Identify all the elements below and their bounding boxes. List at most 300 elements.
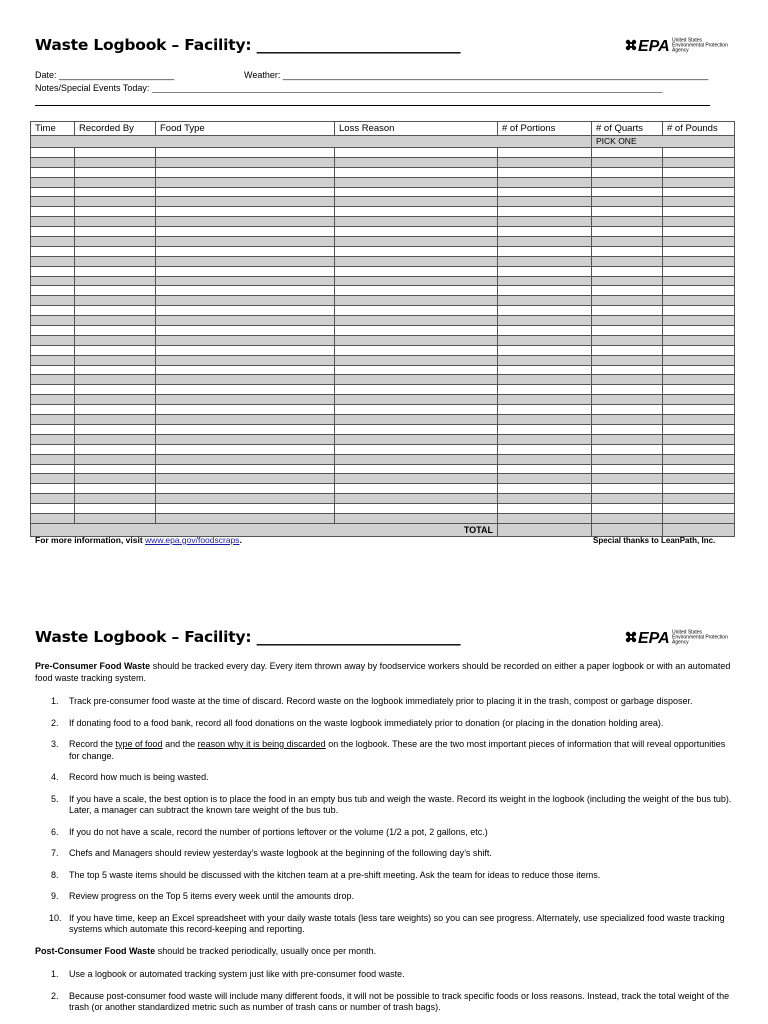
table-cell[interactable]: [156, 266, 335, 276]
table-cell[interactable]: [592, 385, 663, 395]
table-cell[interactable]: [663, 266, 735, 276]
table-cell[interactable]: [75, 474, 156, 484]
table-cell[interactable]: [663, 256, 735, 266]
table-cell[interactable]: [663, 345, 735, 355]
table-cell[interactable]: [75, 454, 156, 464]
table-cell[interactable]: [31, 504, 75, 514]
table-cell[interactable]: [75, 345, 156, 355]
table-cell[interactable]: [335, 266, 498, 276]
pick-one-label: PICK ONE: [592, 136, 735, 148]
item-number: 2.: [51, 990, 59, 1001]
table-cell[interactable]: [335, 227, 498, 237]
table-cell[interactable]: [75, 444, 156, 454]
total-cell[interactable]: [498, 523, 592, 536]
table-cell[interactable]: [498, 207, 592, 217]
table-cell[interactable]: [335, 395, 498, 405]
type-of-food-text: type of food: [115, 739, 163, 749]
table-cell[interactable]: [335, 276, 498, 286]
table-cell[interactable]: [75, 177, 156, 187]
table-cell[interactable]: [335, 207, 498, 217]
col-pounds: # of Pounds: [663, 122, 735, 136]
table-cell[interactable]: [75, 276, 156, 286]
table-cell[interactable]: [663, 167, 735, 177]
table-cell[interactable]: [498, 335, 592, 345]
table-cell[interactable]: [335, 484, 498, 494]
table-cell[interactable]: [335, 405, 498, 415]
table-cell[interactable]: [31, 494, 75, 504]
table-cell[interactable]: [663, 306, 735, 316]
table-cell[interactable]: [31, 335, 75, 345]
table-cell[interactable]: [663, 227, 735, 237]
table-cell[interactable]: [75, 237, 156, 247]
table-cell[interactable]: [498, 365, 592, 375]
table-cell[interactable]: [31, 276, 75, 286]
table-cell[interactable]: [75, 316, 156, 326]
table-row: [31, 148, 735, 158]
table-cell[interactable]: [31, 415, 75, 425]
table-cell[interactable]: [75, 187, 156, 197]
table-cell[interactable]: [335, 167, 498, 177]
table-cell[interactable]: [156, 246, 335, 256]
table-cell[interactable]: [156, 345, 335, 355]
table-cell[interactable]: [498, 217, 592, 227]
table-cell[interactable]: [75, 434, 156, 444]
table-cell[interactable]: [592, 316, 663, 326]
table-cell[interactable]: [498, 355, 592, 365]
table-cell[interactable]: [335, 256, 498, 266]
table-row: [31, 415, 735, 425]
more-info-prefix: For more information, visit: [35, 535, 146, 545]
table-cell[interactable]: [592, 326, 663, 336]
table-cell[interactable]: [75, 494, 156, 504]
table-cell[interactable]: [156, 276, 335, 286]
table-cell[interactable]: [663, 207, 735, 217]
table-cell[interactable]: [592, 494, 663, 504]
table-cell[interactable]: [31, 434, 75, 444]
table-cell[interactable]: [498, 474, 592, 484]
table-cell[interactable]: [592, 296, 663, 306]
table-cell[interactable]: [592, 256, 663, 266]
table-cell[interactable]: [156, 405, 335, 415]
table-cell[interactable]: [498, 256, 592, 266]
table-cell[interactable]: [663, 484, 735, 494]
table-row: [31, 365, 735, 375]
table-cell[interactable]: [335, 217, 498, 227]
table-cell[interactable]: [498, 296, 592, 306]
table-cell[interactable]: [335, 504, 498, 514]
table-cell[interactable]: [663, 405, 735, 415]
table-cell[interactable]: [156, 484, 335, 494]
table-cell[interactable]: [592, 504, 663, 514]
page-title-2: Waste Logbook – Facility: ___________________________: [35, 628, 461, 646]
table-cell[interactable]: [663, 276, 735, 286]
table-cell[interactable]: [335, 385, 498, 395]
table-cell[interactable]: [156, 454, 335, 464]
table-cell[interactable]: [592, 187, 663, 197]
instructions-page: [0, 600, 768, 1024]
table-cell[interactable]: [592, 395, 663, 405]
table-cell[interactable]: [31, 187, 75, 197]
table-cell[interactable]: [156, 464, 335, 474]
table-cell[interactable]: [498, 276, 592, 286]
table-cell[interactable]: [75, 227, 156, 237]
table-cell[interactable]: [31, 375, 75, 385]
table-cell[interactable]: [31, 207, 75, 217]
table-cell[interactable]: [592, 513, 663, 523]
table-cell[interactable]: [592, 355, 663, 365]
table-cell[interactable]: [592, 237, 663, 247]
table-cell[interactable]: [335, 365, 498, 375]
table-cell[interactable]: [156, 434, 335, 444]
table-cell[interactable]: [498, 326, 592, 336]
table-cell[interactable]: [498, 266, 592, 276]
table-cell[interactable]: [31, 286, 75, 296]
table-cell[interactable]: [592, 246, 663, 256]
table-cell[interactable]: [663, 395, 735, 405]
table-cell[interactable]: [663, 513, 735, 523]
col-quarts: # of Quarts: [592, 122, 663, 136]
table-cell[interactable]: [592, 474, 663, 484]
table-cell[interactable]: [592, 434, 663, 444]
table-cell[interactable]: [156, 395, 335, 405]
table-cell[interactable]: [75, 266, 156, 276]
table-cell[interactable]: [592, 444, 663, 454]
table-cell[interactable]: [156, 326, 335, 336]
table-cell[interactable]: [498, 197, 592, 207]
table-cell[interactable]: [31, 513, 75, 523]
table-cell[interactable]: [335, 187, 498, 197]
waste-log-table: [30, 121, 735, 537]
table-cell[interactable]: [498, 227, 592, 237]
table-cell[interactable]: [498, 385, 592, 395]
table-cell[interactable]: [75, 365, 156, 375]
table-cell[interactable]: [498, 424, 592, 434]
table-cell[interactable]: [335, 197, 498, 207]
table-cell[interactable]: [31, 167, 75, 177]
table-cell[interactable]: [31, 385, 75, 395]
table-cell[interactable]: [156, 296, 335, 306]
discard-reason-text: reason why it is being discarded: [197, 739, 326, 749]
table-cell[interactable]: [592, 464, 663, 474]
table-cell[interactable]: [592, 148, 663, 158]
table-cell[interactable]: [663, 197, 735, 207]
table-cell[interactable]: [75, 405, 156, 415]
table-cell[interactable]: [592, 177, 663, 187]
table-cell[interactable]: [663, 187, 735, 197]
table-cell[interactable]: [498, 464, 592, 474]
table-cell[interactable]: [75, 306, 156, 316]
table-cell[interactable]: [498, 187, 592, 197]
table-cell[interactable]: [156, 474, 335, 484]
table-cell[interactable]: [335, 454, 498, 464]
table-cell[interactable]: [75, 385, 156, 395]
table-cell[interactable]: [156, 494, 335, 504]
table-cell[interactable]: [335, 148, 498, 158]
table-row: [31, 335, 735, 345]
table-cell[interactable]: [156, 217, 335, 227]
table-cell[interactable]: [663, 246, 735, 256]
table-cell[interactable]: [75, 464, 156, 474]
table-cell[interactable]: [75, 197, 156, 207]
table-cell[interactable]: [592, 484, 663, 494]
table-cell[interactable]: [31, 227, 75, 237]
table-cell[interactable]: [663, 148, 735, 158]
table-cell[interactable]: [31, 464, 75, 474]
table-cell[interactable]: [156, 513, 335, 523]
table-cell[interactable]: [663, 217, 735, 227]
table-cell[interactable]: [31, 316, 75, 326]
table-cell[interactable]: [663, 504, 735, 514]
table-cell[interactable]: [592, 345, 663, 355]
svg-text:Environmental Protection: Environmental Protection: [672, 634, 728, 641]
table-cell[interactable]: [156, 375, 335, 385]
table-cell[interactable]: [156, 177, 335, 187]
table-cell[interactable]: [592, 405, 663, 415]
table-cell[interactable]: [592, 227, 663, 237]
col-loss-reason: Loss Reason: [335, 122, 498, 136]
table-row: [31, 326, 735, 336]
table-cell[interactable]: [592, 424, 663, 434]
table-cell[interactable]: [592, 197, 663, 207]
table-cell[interactable]: [31, 177, 75, 187]
table-cell[interactable]: [156, 187, 335, 197]
table-cell[interactable]: [75, 286, 156, 296]
table-cell[interactable]: [335, 306, 498, 316]
table-cell[interactable]: [335, 286, 498, 296]
total-cell[interactable]: [592, 523, 663, 536]
table-cell[interactable]: [156, 355, 335, 365]
table-cell[interactable]: [498, 306, 592, 316]
table-cell[interactable]: [156, 424, 335, 434]
table-cell[interactable]: [663, 177, 735, 187]
table-cell[interactable]: [335, 424, 498, 434]
table-cell[interactable]: [663, 316, 735, 326]
table-cell[interactable]: [156, 197, 335, 207]
table-cell[interactable]: [156, 306, 335, 316]
table-cell[interactable]: [498, 246, 592, 256]
table-cell[interactable]: [31, 217, 75, 227]
table-cell[interactable]: [156, 415, 335, 425]
table-cell[interactable]: [498, 513, 592, 523]
table-cell[interactable]: [75, 157, 156, 167]
table-cell[interactable]: [31, 157, 75, 167]
table-cell[interactable]: [156, 444, 335, 454]
table-cell[interactable]: [663, 385, 735, 395]
table-cell[interactable]: [592, 286, 663, 296]
table-cell[interactable]: [498, 494, 592, 504]
table-cell[interactable]: [31, 197, 75, 207]
table-cell[interactable]: [663, 474, 735, 484]
table-cell[interactable]: [592, 365, 663, 375]
table-cell[interactable]: [31, 266, 75, 276]
table-cell[interactable]: [75, 424, 156, 434]
table-cell[interactable]: [335, 335, 498, 345]
col-time: Time: [31, 122, 75, 136]
table-cell[interactable]: [663, 157, 735, 167]
weather-field[interactable]: Weather: _____________________________________________________________________________________: [244, 70, 709, 80]
table-cell[interactable]: [156, 207, 335, 217]
table-cell[interactable]: [31, 256, 75, 266]
table-cell[interactable]: [592, 415, 663, 425]
table-cell[interactable]: [592, 454, 663, 464]
table-cell[interactable]: [75, 415, 156, 425]
table-cell[interactable]: [663, 494, 735, 504]
table-cell[interactable]: [335, 345, 498, 355]
table-cell[interactable]: [663, 454, 735, 464]
table-cell[interactable]: [75, 296, 156, 306]
table-cell[interactable]: [335, 464, 498, 474]
table-cell[interactable]: [663, 237, 735, 247]
table-cell[interactable]: [335, 494, 498, 504]
table-cell[interactable]: [75, 217, 156, 227]
date-field[interactable]: Date: _______________________: [35, 70, 175, 80]
table-row: [31, 494, 735, 504]
more-info-suffix: .: [239, 535, 242, 545]
table-cell[interactable]: [31, 148, 75, 158]
table-cell[interactable]: [498, 454, 592, 464]
epa-foodscraps-link[interactable]: www.epa.gov/foodscraps: [145, 535, 240, 545]
table-cell[interactable]: [498, 148, 592, 158]
table-cell[interactable]: [75, 246, 156, 256]
notes-extra-line[interactable]: [35, 105, 710, 106]
table-cell[interactable]: [335, 355, 498, 365]
table-cell[interactable]: [156, 148, 335, 158]
table-cell[interactable]: [75, 375, 156, 385]
table-cell[interactable]: [498, 375, 592, 385]
table-cell[interactable]: [31, 365, 75, 375]
table-cell[interactable]: [498, 286, 592, 296]
table-cell[interactable]: [156, 385, 335, 395]
table-cell[interactable]: [663, 415, 735, 425]
table-cell[interactable]: [156, 316, 335, 326]
table-cell[interactable]: [592, 157, 663, 167]
table-cell[interactable]: [31, 355, 75, 365]
table-cell[interactable]: [156, 227, 335, 237]
table-cell[interactable]: [156, 286, 335, 296]
table-cell[interactable]: [156, 365, 335, 375]
table-cell[interactable]: [335, 434, 498, 444]
table-cell[interactable]: [335, 474, 498, 484]
table-cell[interactable]: [335, 246, 498, 256]
table-cell[interactable]: [75, 167, 156, 177]
table-cell[interactable]: [498, 415, 592, 425]
table-cell[interactable]: [663, 335, 735, 345]
table-cell[interactable]: [498, 395, 592, 405]
table-cell[interactable]: [663, 375, 735, 385]
table-cell[interactable]: [498, 434, 592, 444]
table-cell[interactable]: [592, 335, 663, 345]
table-cell[interactable]: [75, 256, 156, 266]
table-cell[interactable]: [335, 415, 498, 425]
table-cell[interactable]: [75, 326, 156, 336]
table-cell[interactable]: [156, 256, 335, 266]
table-cell[interactable]: [663, 286, 735, 296]
table-cell[interactable]: [75, 513, 156, 523]
list-item: [35, 891, 735, 903]
table-cell[interactable]: [663, 296, 735, 306]
table-cell[interactable]: [75, 148, 156, 158]
table-cell[interactable]: [31, 454, 75, 464]
table-cell[interactable]: [498, 444, 592, 454]
post-consumer-list: [35, 969, 735, 1014]
table-cell[interactable]: [31, 484, 75, 494]
table-cell[interactable]: [75, 504, 156, 514]
table-cell[interactable]: [31, 237, 75, 247]
table-cell[interactable]: [592, 207, 663, 217]
table-cell[interactable]: [156, 237, 335, 247]
table-row: [31, 276, 735, 286]
table-cell[interactable]: [31, 345, 75, 355]
table-cell[interactable]: [335, 513, 498, 523]
table-cell[interactable]: [498, 484, 592, 494]
table-cell[interactable]: [156, 335, 335, 345]
table-cell[interactable]: [663, 355, 735, 365]
table-cell[interactable]: [663, 464, 735, 474]
table-row: [31, 256, 735, 266]
table-cell[interactable]: [31, 405, 75, 415]
table-cell[interactable]: [498, 237, 592, 247]
table-cell[interactable]: [335, 326, 498, 336]
table-cell[interactable]: [75, 355, 156, 365]
table-cell[interactable]: [498, 405, 592, 415]
table-cell[interactable]: [156, 157, 335, 167]
table-cell[interactable]: [156, 504, 335, 514]
table-cell[interactable]: [335, 444, 498, 454]
table-cell[interactable]: [156, 167, 335, 177]
table-row: [31, 424, 735, 434]
table-cell[interactable]: [663, 365, 735, 375]
table-cell[interactable]: [31, 246, 75, 256]
table-cell[interactable]: [75, 207, 156, 217]
table-cell[interactable]: [663, 424, 735, 434]
table-cell[interactable]: [592, 167, 663, 177]
table-cell[interactable]: [31, 395, 75, 405]
table-cell[interactable]: [335, 177, 498, 187]
table-cell[interactable]: [31, 444, 75, 454]
table-cell[interactable]: [498, 504, 592, 514]
table-cell[interactable]: [498, 157, 592, 167]
total-cell[interactable]: [663, 523, 735, 536]
table-cell[interactable]: [75, 484, 156, 494]
table-cell[interactable]: [31, 474, 75, 484]
table-cell[interactable]: [592, 306, 663, 316]
table-cell[interactable]: [498, 177, 592, 187]
table-cell[interactable]: [498, 345, 592, 355]
table-cell[interactable]: [31, 326, 75, 336]
table-cell[interactable]: [335, 316, 498, 326]
table-row: [31, 444, 735, 454]
table-cell[interactable]: [592, 266, 663, 276]
table-cell[interactable]: [498, 316, 592, 326]
table-cell[interactable]: [592, 217, 663, 227]
table-cell[interactable]: [592, 375, 663, 385]
table-cell[interactable]: [663, 434, 735, 444]
table-cell[interactable]: [335, 237, 498, 247]
table-cell[interactable]: [663, 326, 735, 336]
table-cell[interactable]: [31, 424, 75, 434]
table-cell[interactable]: [592, 276, 663, 286]
table-cell[interactable]: [75, 395, 156, 405]
table-cell[interactable]: [663, 444, 735, 454]
notes-field[interactable]: Notes/Special Events Today: ______________________________________________________________________________________________________: [35, 83, 663, 93]
table-cell[interactable]: [335, 375, 498, 385]
table-cell[interactable]: [335, 157, 498, 167]
table-cell[interactable]: [335, 296, 498, 306]
table-cell[interactable]: [31, 296, 75, 306]
table-cell[interactable]: [31, 306, 75, 316]
table-cell[interactable]: [498, 167, 592, 177]
table-cell[interactable]: [75, 335, 156, 345]
